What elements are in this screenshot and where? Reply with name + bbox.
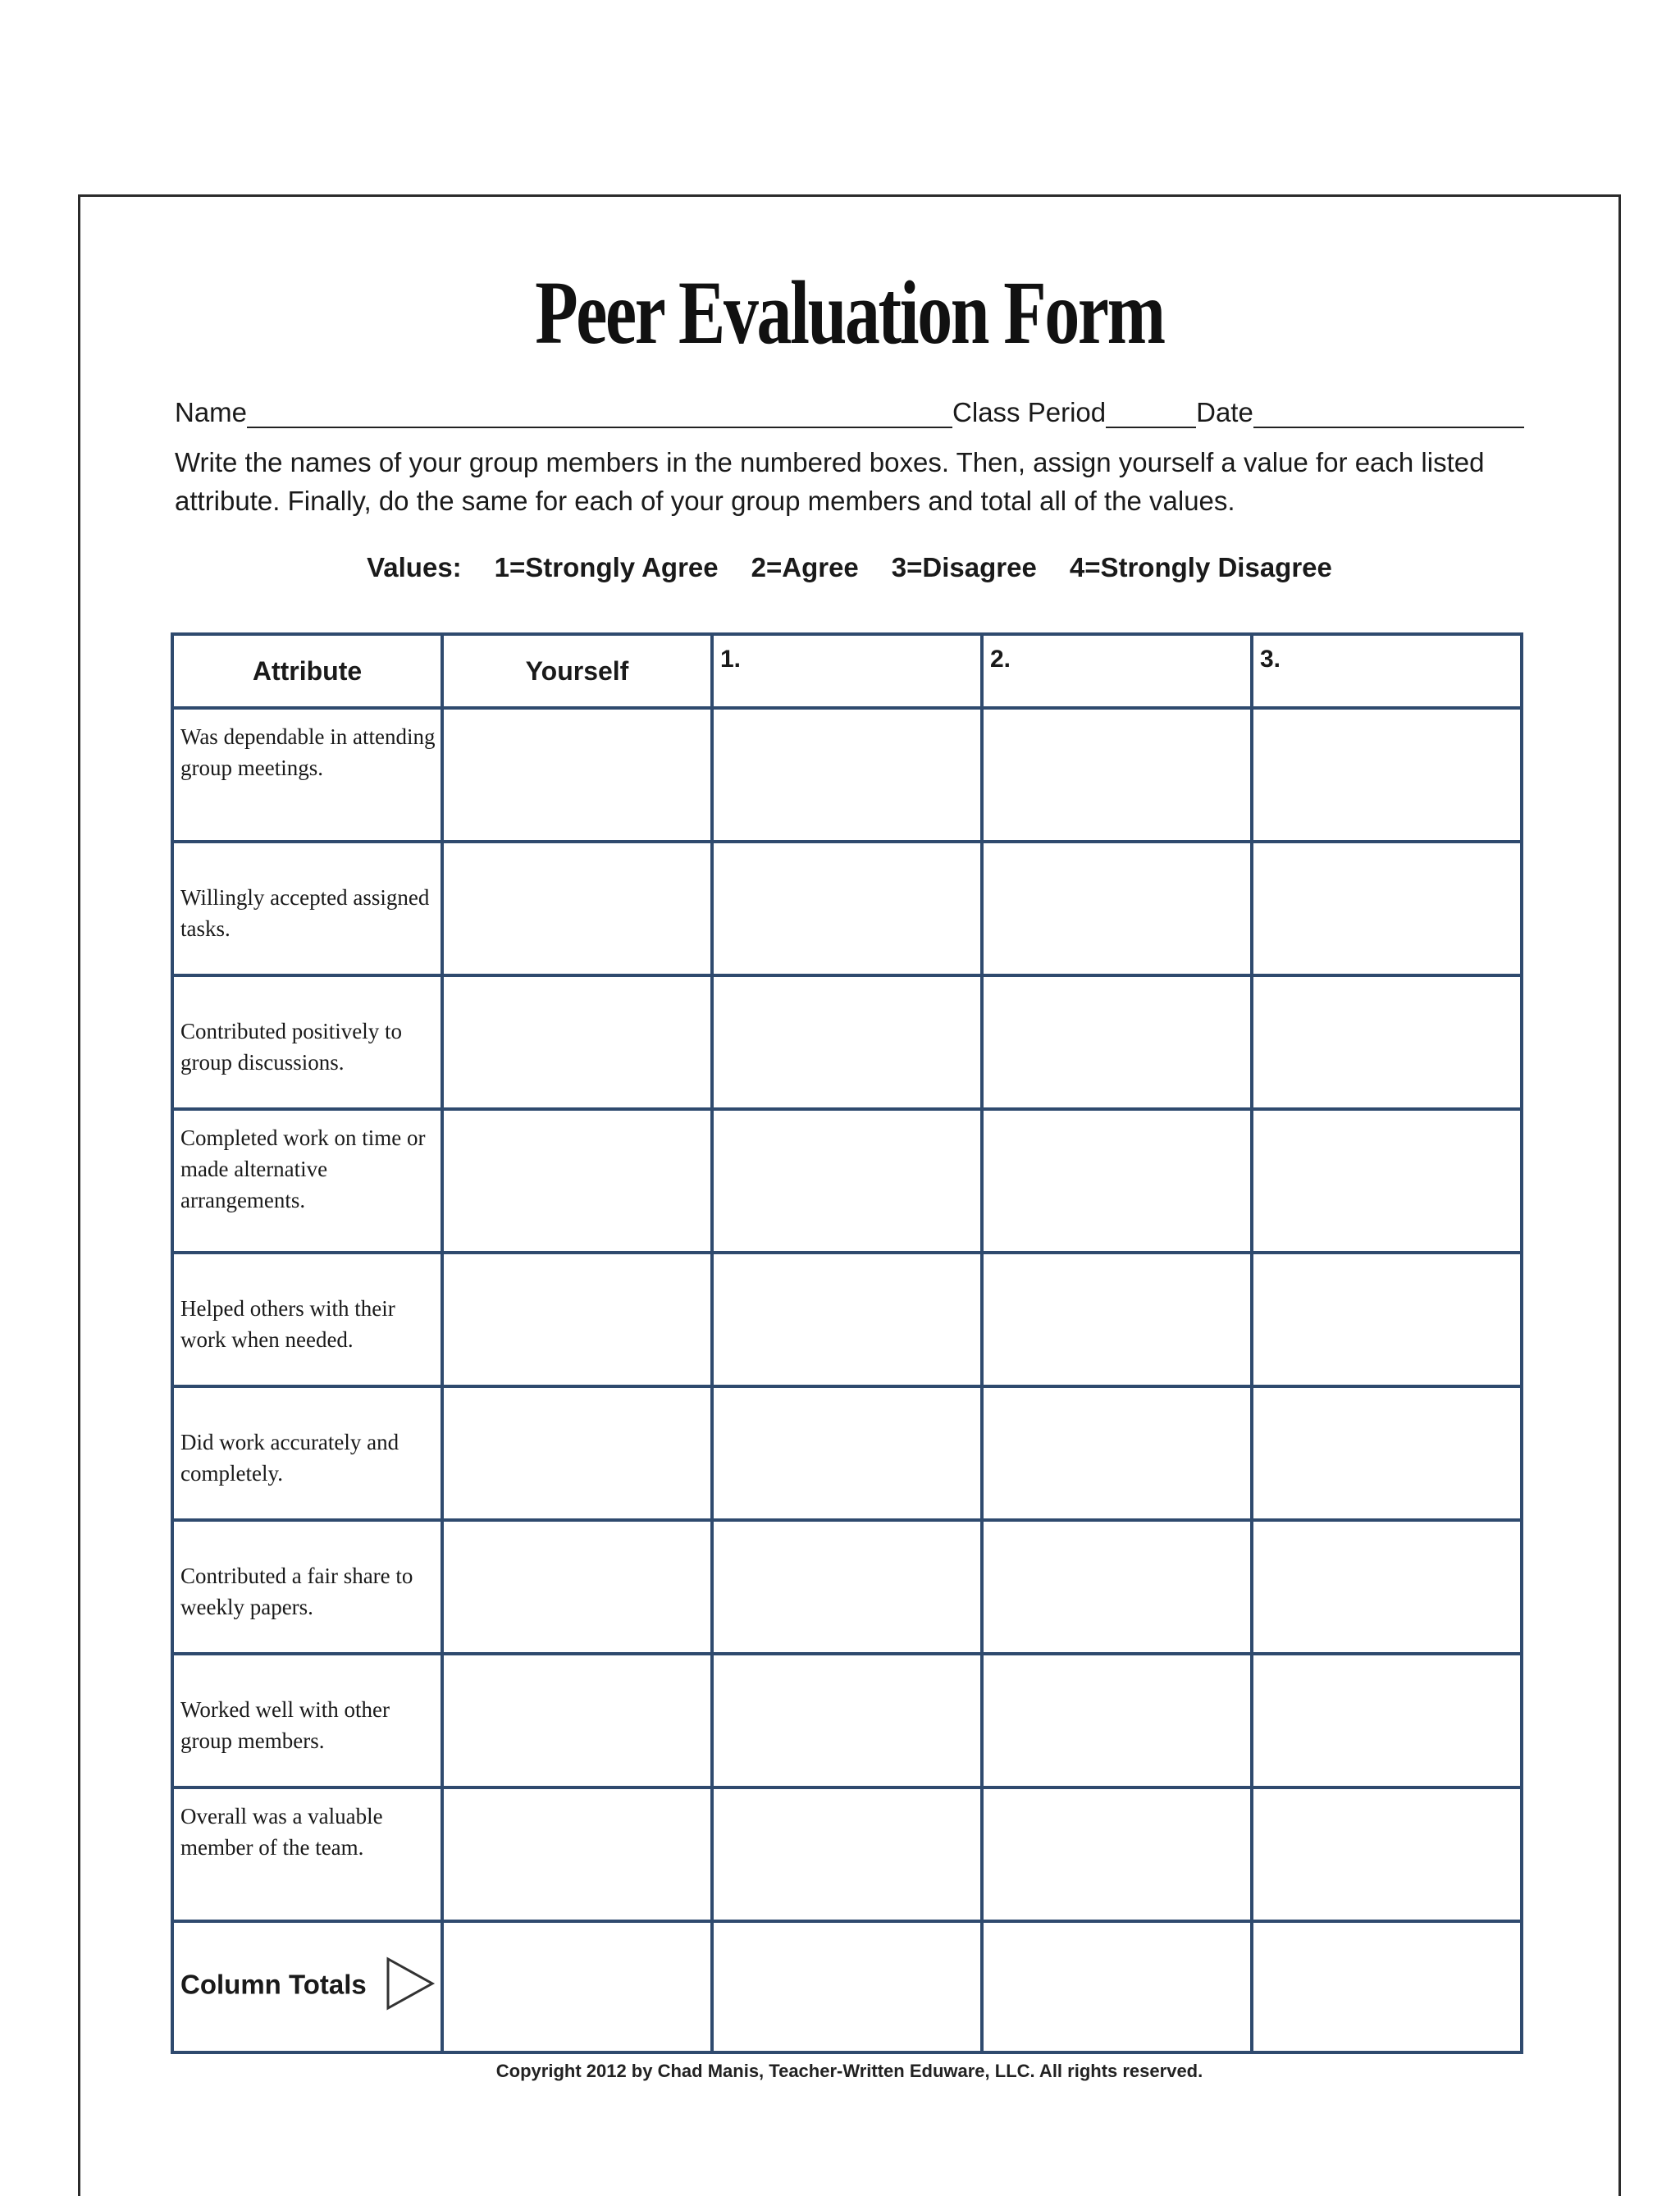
values-legend bbox=[80, 552, 1618, 583]
score-cell-yourself[interactable] bbox=[442, 842, 712, 975]
total-cell-yourself[interactable] bbox=[442, 1921, 712, 2052]
class-period-label: Class Period bbox=[952, 397, 1107, 427]
attribute-label: Contributed positively to group discussions. bbox=[172, 975, 442, 1109]
score-cell-member-3[interactable] bbox=[1252, 1654, 1522, 1787]
value-scale-2: 2=Agree bbox=[751, 552, 859, 582]
attribute-label: Willingly accepted assigned tasks. bbox=[172, 842, 442, 975]
score-cell-yourself[interactable] bbox=[442, 1253, 712, 1386]
values-label: Values: bbox=[367, 552, 462, 582]
score-cell-member-1[interactable] bbox=[712, 1520, 982, 1654]
header-attribute: Attribute bbox=[172, 634, 442, 708]
attribute-label: Was dependable in attending group meetings. bbox=[172, 708, 442, 842]
instructions-text: Write the names of your group members in the numbered boxes. Then, assign yourself a value for each listed attribute. Finally, do the same for each of your group members and total all of the values. bbox=[175, 447, 1485, 516]
score-cell-member-1[interactable] bbox=[712, 708, 982, 842]
score-cell-member-1[interactable] bbox=[712, 1109, 982, 1253]
score-cell-yourself[interactable] bbox=[442, 1520, 712, 1654]
score-cell-yourself[interactable] bbox=[442, 1109, 712, 1253]
score-cell-member-3[interactable] bbox=[1252, 1787, 1522, 1921]
form-title: Peer Evaluation Form bbox=[535, 263, 1164, 363]
total-cell-member-1[interactable] bbox=[712, 1921, 982, 2052]
attribute-label: Overall was a valuable member of the team. bbox=[172, 1787, 442, 1921]
header-member-1[interactable]: 1. bbox=[712, 634, 982, 708]
value-scale-3: 3=Disagree bbox=[891, 552, 1037, 582]
value-scale-4: 4=Strongly Disagree bbox=[1069, 552, 1332, 582]
score-cell-member-3[interactable] bbox=[1252, 1109, 1522, 1253]
attribute-label: Did work accurately and completely. bbox=[172, 1386, 442, 1520]
score-cell-yourself[interactable] bbox=[442, 1386, 712, 1520]
score-cell-member-2[interactable] bbox=[982, 1654, 1252, 1787]
date-field[interactable] bbox=[1253, 397, 1524, 428]
score-cell-member-2[interactable] bbox=[982, 1109, 1252, 1253]
attribute-label: Helped others with their work when needed. bbox=[172, 1253, 442, 1386]
score-cell-yourself[interactable] bbox=[442, 975, 712, 1109]
form-page bbox=[78, 194, 1621, 2196]
table-header-row bbox=[172, 634, 1522, 708]
value-scale-1: 1=Strongly Agree bbox=[494, 552, 719, 582]
score-cell-member-1[interactable] bbox=[712, 1787, 982, 1921]
score-cell-member-2[interactable] bbox=[982, 1787, 1252, 1921]
table-row bbox=[172, 975, 1522, 1109]
score-cell-member-3[interactable] bbox=[1252, 975, 1522, 1109]
score-cell-yourself[interactable] bbox=[442, 708, 712, 842]
student-info-line bbox=[175, 387, 1524, 428]
score-cell-member-3[interactable] bbox=[1252, 1520, 1522, 1654]
name-field[interactable] bbox=[247, 397, 952, 428]
totals-row bbox=[172, 1921, 1522, 2052]
score-cell-member-2[interactable] bbox=[982, 1520, 1252, 1654]
score-cell-member-1[interactable] bbox=[712, 1654, 982, 1787]
table-row bbox=[172, 1109, 1522, 1253]
column-totals-label: Column Totals bbox=[180, 1969, 367, 2000]
score-cell-member-3[interactable] bbox=[1252, 1253, 1522, 1386]
attribute-label: Worked well with other group members. bbox=[172, 1654, 442, 1787]
attribute-label: Contributed a fair share to weekly papers. bbox=[172, 1520, 442, 1654]
table-row bbox=[172, 1386, 1522, 1520]
name-label: Name bbox=[175, 397, 248, 427]
score-cell-member-3[interactable] bbox=[1252, 842, 1522, 975]
copyright-notice: Copyright 2012 by Chad Manis, Teacher-Written Eduware, LLC. All rights reserved. bbox=[495, 2061, 1203, 2081]
score-cell-member-3[interactable] bbox=[1252, 708, 1522, 842]
score-cell-member-2[interactable] bbox=[982, 842, 1252, 975]
score-cell-member-2[interactable] bbox=[982, 708, 1252, 842]
column-totals-cell bbox=[172, 1921, 442, 2052]
score-cell-yourself[interactable] bbox=[442, 1654, 712, 1787]
date-label: Date bbox=[1196, 397, 1253, 427]
table-row bbox=[172, 708, 1522, 842]
table-row bbox=[172, 1787, 1522, 1921]
table-row bbox=[172, 1253, 1522, 1386]
header-yourself: Yourself bbox=[442, 634, 712, 708]
triangle-right-outline-icon bbox=[385, 1956, 436, 2017]
evaluation-table bbox=[171, 632, 1523, 2054]
attribute-label: Completed work on time or made alternative arrangements. bbox=[172, 1109, 442, 1253]
header-member-2[interactable]: 2. bbox=[982, 634, 1252, 708]
score-cell-yourself[interactable] bbox=[442, 1787, 712, 1921]
total-cell-member-3[interactable] bbox=[1252, 1921, 1522, 2052]
score-cell-member-2[interactable] bbox=[982, 1253, 1252, 1386]
class-period-field[interactable] bbox=[1106, 397, 1196, 428]
score-cell-member-1[interactable] bbox=[712, 1253, 982, 1386]
score-cell-member-3[interactable] bbox=[1252, 1386, 1522, 1520]
table-row bbox=[172, 1654, 1522, 1787]
score-cell-member-2[interactable] bbox=[982, 1386, 1252, 1520]
total-cell-member-2[interactable] bbox=[982, 1921, 1252, 2052]
score-cell-member-2[interactable] bbox=[982, 975, 1252, 1109]
header-member-3[interactable]: 3. bbox=[1252, 634, 1522, 708]
score-cell-member-1[interactable] bbox=[712, 1386, 982, 1520]
score-cell-member-1[interactable] bbox=[712, 975, 982, 1109]
table-row bbox=[172, 842, 1522, 975]
table-row bbox=[172, 1520, 1522, 1654]
score-cell-member-1[interactable] bbox=[712, 842, 982, 975]
